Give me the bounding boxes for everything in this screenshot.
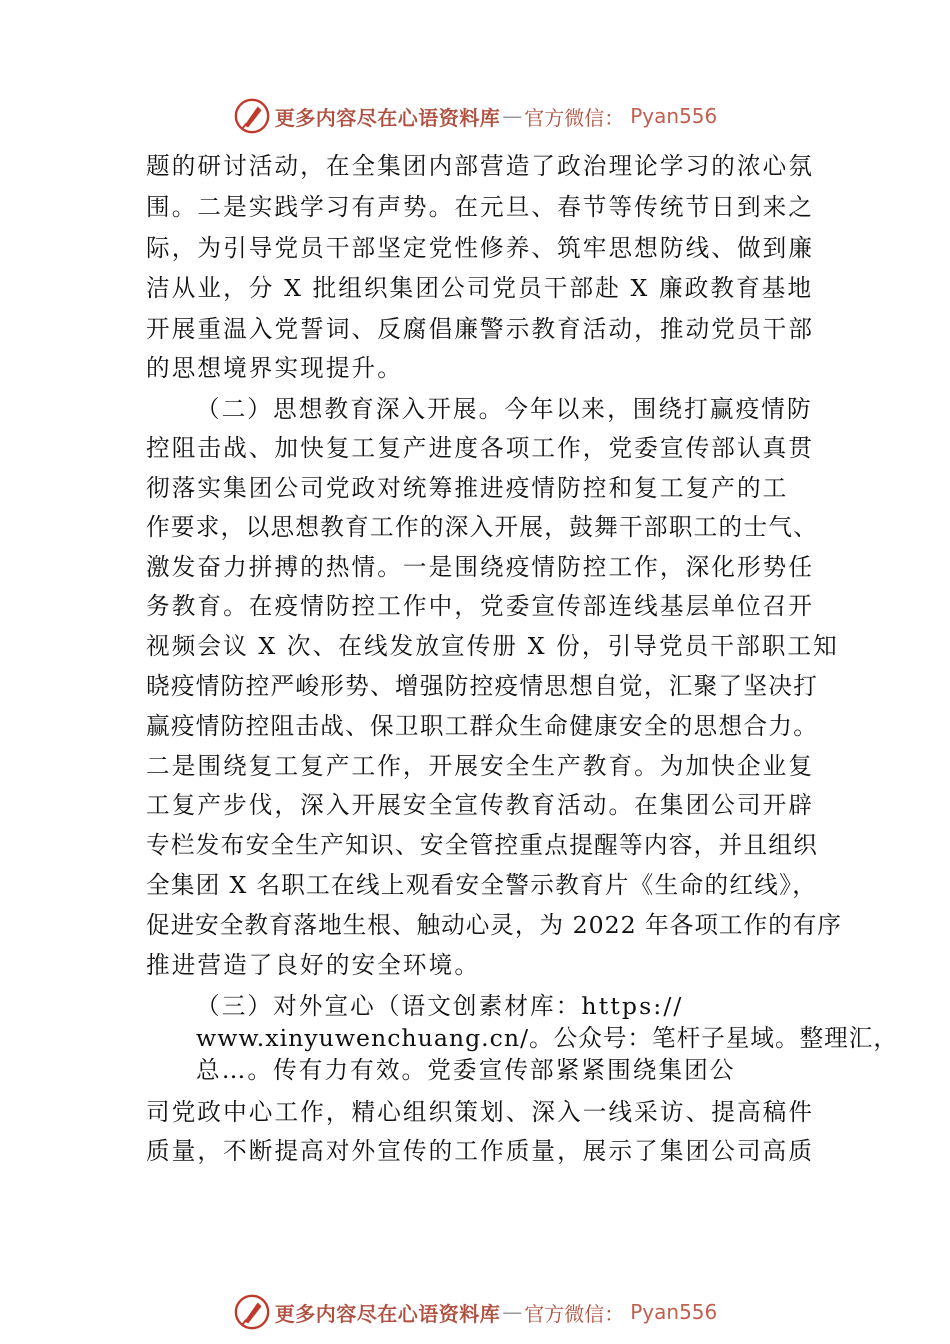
text-line: 际，为引导党员干部坚定党性修养、筑牢思想防线、做到廉 — [146, 234, 815, 262]
text-line: 激发奋力拼搏的热情。一是围绕疫情防控工作，深化形势任 — [146, 553, 815, 581]
text-line: 题的研讨活动，在全集团内部营造了政治理论学习的浓心氛 — [146, 152, 815, 180]
text-line: 总…。传有力有效。党委宣传部紧紧围绕集团公 — [196, 1056, 736, 1084]
header-banner — [0, 96, 950, 136]
wechat-label: 官方微信： — [524, 1301, 625, 1326]
text-line: 司党政中心工作，精心组织策划、深入一线采访、提高稿件 — [146, 1098, 815, 1126]
text-line: 质量，不断提高对外宣传的工作质量，展示了集团公司高质 — [146, 1137, 815, 1165]
text-line: （三）对外宣心（语文创素材库：https:// — [196, 992, 684, 1020]
text-line: 彻落实集团公司党政对统筹推进疫情防控和复工复产的工 — [146, 474, 789, 502]
wechat-id: Pyan556 — [630, 104, 718, 128]
text-line: 工复产步伐，深入开展安全宣传教育活动。在集团公司开辟 — [146, 791, 815, 819]
text-line: （二）思想教育深入开展。今年以来，围绕打赢疫情防 — [196, 395, 813, 423]
pen-nib-logo-icon — [233, 97, 271, 135]
text-line: 视频会议 X 次、在线发放宣传册 X 份，引导党员干部职工知 — [146, 632, 839, 660]
text-line: 推进营造了良好的安全环境。 — [146, 951, 481, 979]
footer-banner — [0, 1292, 950, 1332]
banner-separator: — — [502, 104, 523, 128]
text-line: 控阻击战、加快复工复产进度各项工作，党委宣传部认真贯 — [146, 434, 815, 462]
site-name: 更多内容尽在心语资料库 — [274, 1301, 501, 1326]
text-line: 晓疫情防控严峻形势、增强防控疫情思想自觉，汇聚了坚决打 — [146, 672, 819, 700]
text-line: 专栏发布安全生产知识、安全管控重点提醒等内容，并且组织 — [146, 831, 819, 859]
text-line: 务教育。在疫情防控工作中，党委宣传部连线基层单位召开 — [146, 592, 815, 620]
text-line: 围。二是实践学习有声势。在元旦、春节等传统节日到来之 — [146, 193, 815, 221]
pen-nib-logo-icon — [233, 1293, 271, 1331]
banner-separator: — — [502, 1300, 523, 1324]
wechat-label: 官方微信： — [524, 105, 625, 130]
text-line: 开展重温入党誓词、反腐倡廉警示教育活动，推动党员干部 — [146, 315, 815, 343]
text-line: 的思想境界实现提升。 — [146, 354, 403, 382]
text-line: 作要求，以思想教育工作的深入开展，鼓舞干部职工的士气、 — [146, 513, 819, 541]
text-line: 赢疫情防控阻击战、保卫职工群众生命健康安全的思想合力。 — [146, 712, 819, 740]
text-line: 促进安全教育落地生根、触动心灵，为 2022 年各项工作的有序 — [146, 911, 842, 939]
text-line: www.xinyuwenchuang.cn/。公众号：笔杆子星域。整理汇， — [196, 1024, 898, 1052]
text-line: 全集团 X 名职工在线上观看安全警示教育片《生命的红线》， — [146, 871, 818, 899]
text-line: 洁从业，分 X 批组织集团公司党员干部赴 X 廉政教育基地 — [146, 274, 814, 302]
wechat-id: Pyan556 — [630, 1300, 718, 1324]
site-name: 更多内容尽在心语资料库 — [274, 105, 501, 130]
text-line: 二是围绕复工复产工作，开展安全生产教育。为加快企业复 — [146, 752, 815, 780]
